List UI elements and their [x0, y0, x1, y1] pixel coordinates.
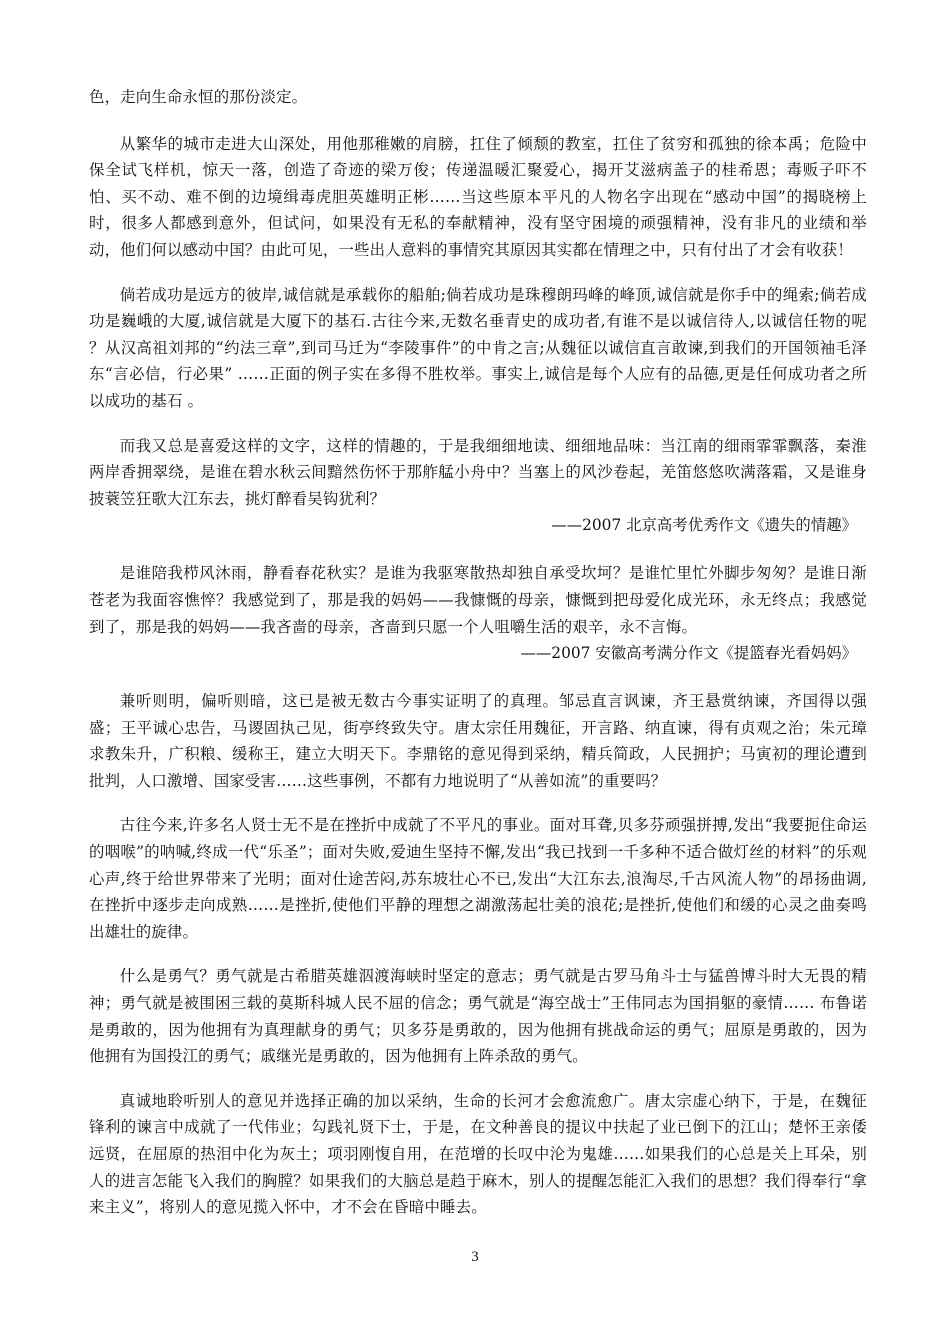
paragraph-continuation: 色，走向生命永恒的那份淡定。 [89, 88, 308, 106]
paragraph-source-citation: ——2007 安徽高考满分作文《提篮春光看妈妈》 [520, 644, 857, 663]
paragraph-mother: 是谁陪我栉风沐雨，静看春花秋实？是谁为我驱寒散热却独自承受坎坷？是谁忙里忙外脚步匆匆？是谁日渐苍老为我面容憔悴？我感觉到了，那是我的妈妈——我慷慨的母亲，慷慨到把母爱化成光环，永无终点；我感觉到了，那是我的妈妈——我吝啬的母亲，吝啬到只愿一个人咀嚼生活的艰辛，永不言悔。 [89, 564, 867, 636]
paragraph-lost-interest: 而我又总是喜爱这样的文字，这样的情趣的，于是我细细地读、细细地品味：当江南的细雨霏霏飘落，秦淮两岸香拥翠绕，是谁在碧水秋云间黯然伤怀于那舴艋小舟中？当塞上的风沙卷起，羌笛悠悠吹满落霜，又是谁身披蓑笠狂歌大江东去，挑灯醉看吴钩犹利？ [89, 436, 867, 508]
paragraph-setbacks: 古往今来,许多名人贤士无不是在挫折中成就了不平凡的事业。面对耳聋,贝多芬顽强拼搏,发出“我要扼住命运的咽喉”的呐喊,终成一代“乐圣”；面对失败,爱迪生坚持不懈,发出“我已找到一千多种不适合做灯丝的材料”的乐观心声,终于给世界带来了光明；面对仕途苦闷,苏东坡壮心不已,发出“大江东去,浪淘尽,千古风流人物”的昂扬曲调,在挫折中逐步走向成熟……是挫折,使他们平静的理想之湖激荡起壮美的浪花;是挫折,使他们和缓的心灵之曲奏鸣出雄壮的旋律。 [89, 816, 867, 941]
paragraph-moving-china: 从繁华的城市走进大山深处，用他那稚嫩的肩膀，扛住了倾颓的教室，扛住了贫穷和孤独的徐本禹；危险中保全试飞样机，惊天一落，创造了奇迹的梁万俊；传递温暖汇聚爱心，揭开艾滋病盖子的桂希恩；毒贩子吓不怕、买不动、难不倒的边境缉毒虎胆英雄明正彬……当这些原本平凡的人物名字出现在“感动中国”的揭晓榜上时，很多人都感到意外，但试问，如果没有无私的奉献精神，没有坚守困境的顽强精神，没有非凡的业绩和举动，他们何以感动中国？由此可见，一些出人意料的事情究其原因其实都在情理之中，只有付出了才会有收获！ [89, 134, 867, 259]
page-number: 3 [471, 1249, 479, 1265]
paragraph-integrity: 倘若成功是远方的彼岸,诚信就是承载你的船舶;倘若成功是珠穆朗玛峰的峰顶,诚信就是你手中的绳索;倘若成功是巍峨的大厦,诚信就是大厦下的基石.古往今来,无数名垂青史的成功者,有谁不是以诚信待人,以诚信任物的呢 ？从汉高祖刘邦的“约法三章”,到司马迁为“李陵事件”的中肯之言;从魏征以诚信直言敢谏,到我们的开国领袖毛泽东“言必信，行必果” ……正面的例子实在多得不胜枚举。事实上,诚信是每个人应有的品德,更是任何成功者之所以成功的基石 。 [89, 285, 867, 410]
paragraph-accept-opinions: 真诚地聆听别人的意见并选择正确的加以采纳，生命的长河才会愈流愈广。唐太宗虚心纳下，于是，在魏征锋利的谏言中成就了一代伟业；勾践礼贤下士，于是，在文种善良的提议中扶起了业已倒下的江山；楚怀王亲倭远贤，在屈原的热泪中化为灰土；项羽刚愎自用，在范增的长叹中沦为鬼雄……如果我们的心总是关上耳朵，别人的进言怎能飞入我们的胸膛？如果我们的大脑总是趋于麻木，别人的提醒怎能汇入我们的思想？我们得奉行“拿来主义”，将别人的意见揽入怀中，才不会在昏暗中睡去。 [89, 1091, 867, 1217]
paragraph-listen-advice: 兼听则明，偏听则暗，这已是被无数古今事实证明了的真理。邹忌直言讽谏，齐王悬赏纳谏，齐国得以强盛；王平诚心忠告，马谡固执己见，街亭终致失守。唐太宗任用魏征，开言路、纳直谏，得有贞观之治；朱元璋求教朱升，广积粮、缓称王，建立大明天下。李鼎铭的意见得到采纳，精兵简政，人民拥护；马寅初的理论遭到批判，人口激增、国家受害……这些事例，不都有力地说明了“从善如流”的重要吗？ [89, 692, 867, 790]
paragraph-source-citation: ——2007 北京高考优秀作文《遗失的情趣》 [551, 516, 857, 535]
document-page [89, 84, 867, 1239]
paragraph-courage: 什么是勇气？勇气就是古希腊英雄泅渡海峡时坚定的意志；勇气就是古罗马角斗士与猛兽博斗时大无畏的精神；勇气就是被围困三载的莫斯科城人民不屈的信念；勇气就是“海空战士”王伟同志为国捐躯的豪情…… 布鲁诺是勇敢的，因为他拥有为真理献身的勇气；贝多芬是勇敢的，因为他拥有挑战命运的勇气；屈原是勇敢的，因为他拥有为国投江的勇气；戚继光是勇敢的，因为他拥有上阵杀敌的勇气。 [89, 967, 867, 1066]
